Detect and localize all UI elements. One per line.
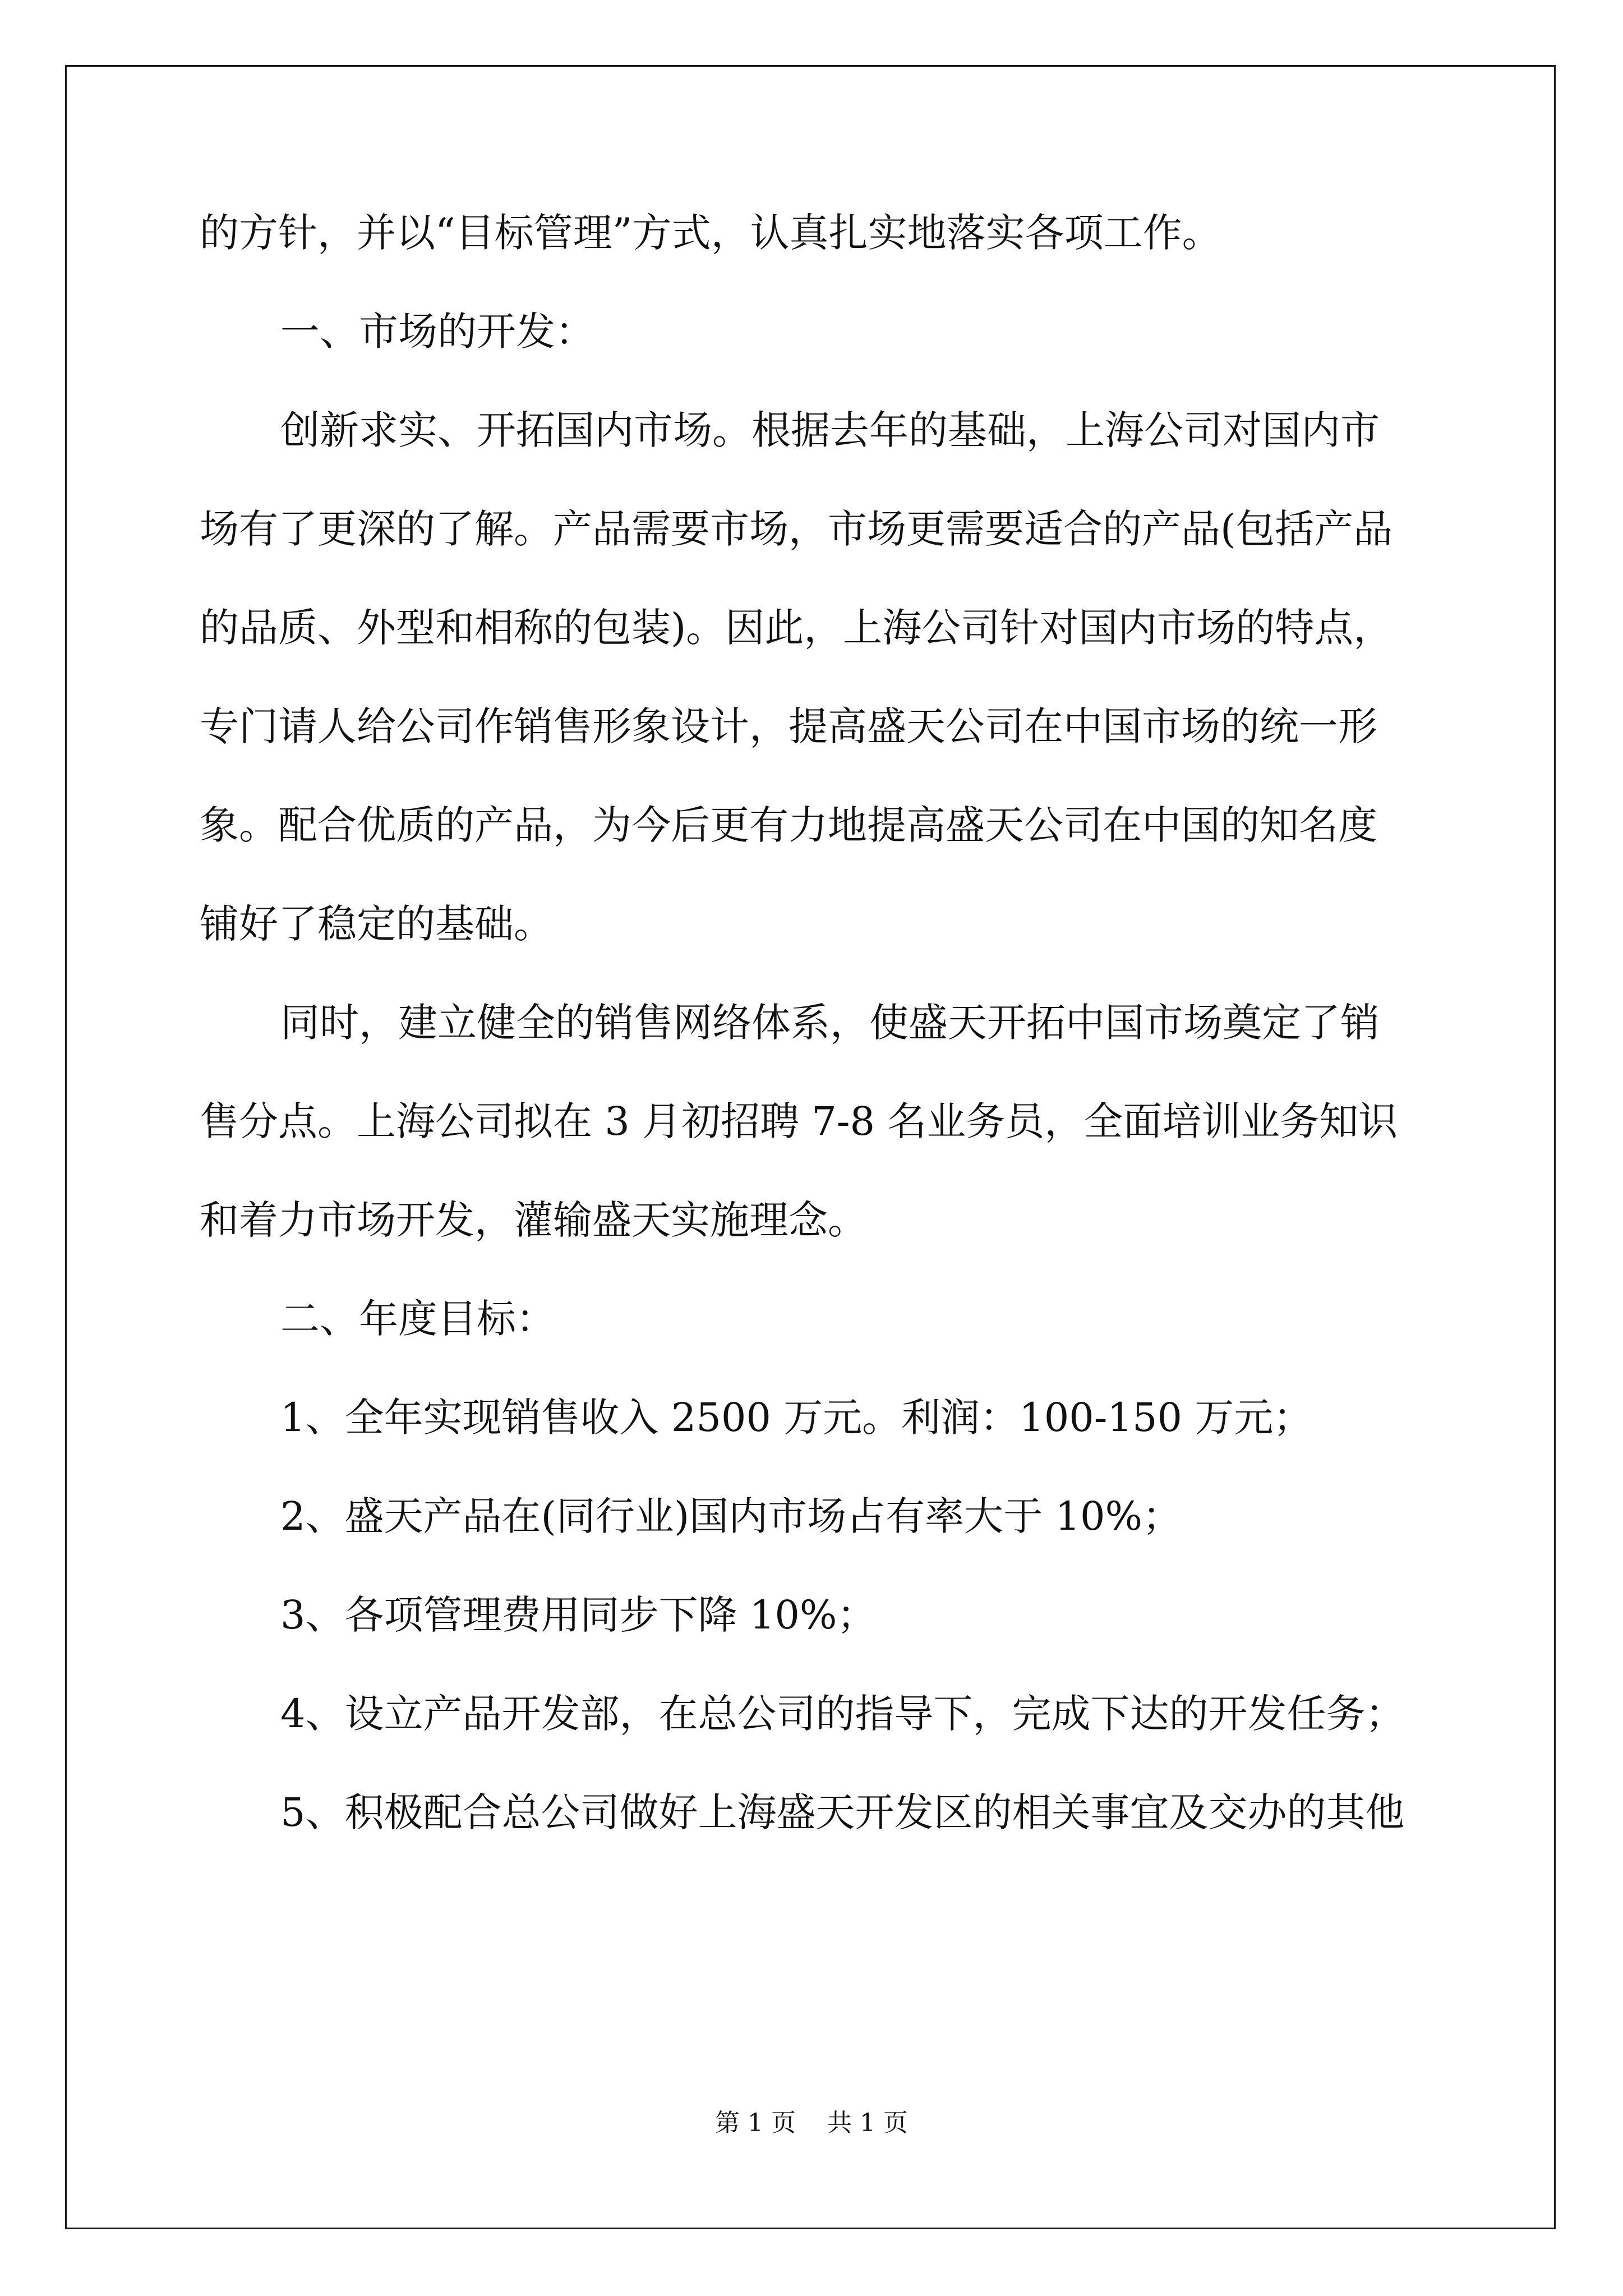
page-border [65, 65, 1556, 2229]
body-line-4: 场有了更深的了解。产品需要市场，市场更需要适合的产品(包括产品 [200, 506, 1393, 552]
body-line-10: 售分点。上海公司拟在 3 月初招聘 7-8 名业务员，全面培训业务知识 [200, 1098, 1398, 1144]
goal-item-3: 3、各项管理费用同步下降 10%； [280, 1592, 877, 1638]
page-number-footer: 第 1 页 共 1 页 [715, 2109, 908, 2137]
body-line-1: 的方针，并以“目标管理”方式，认真扎实地落实各项工作。 [200, 210, 1221, 256]
body-line-9: 同时，建立健全的销售网络体系，使盛天开拓中国市场奠定了销 [280, 1000, 1380, 1046]
body-line-6: 专门请人给公司作销售形象设计，提高盛天公司在中国市场的统一形 [200, 703, 1377, 749]
section-heading-market: 一、市场的开发： [280, 309, 594, 355]
body-line-11: 和着力市场开发，灌输盛天实施理念。 [200, 1197, 867, 1243]
goal-item-4: 4、设立产品开发部，在总公司的指导下，完成下达的开发任务； [280, 1691, 1405, 1737]
body-line-8: 铺好了稳定的基础。 [200, 901, 553, 947]
body-line-5: 的品质、外型和相称的包装)。因此，上海公司针对国内市场的特点， [200, 605, 1393, 651]
goal-item-2: 2、盛天产品在(同行业)国内市场占有率大于 10%； [280, 1493, 1182, 1539]
goal-item-1: 1、全年实现销售收入 2500 万元。利润：100-150 万元； [280, 1395, 1313, 1441]
section-heading-goals: 二、年度目标： [280, 1296, 555, 1342]
goal-item-5: 5、积极配合总公司做好上海盛天开发区的相关事宜及交办的其他 [280, 1789, 1405, 1835]
body-line-7: 象。配合优质的产品，为今后更有力地提高盛天公司在中国的知名度 [200, 802, 1377, 848]
body-line-3: 创新求实、开拓国内市场。根据去年的基础，上海公司对国内市 [280, 407, 1380, 453]
